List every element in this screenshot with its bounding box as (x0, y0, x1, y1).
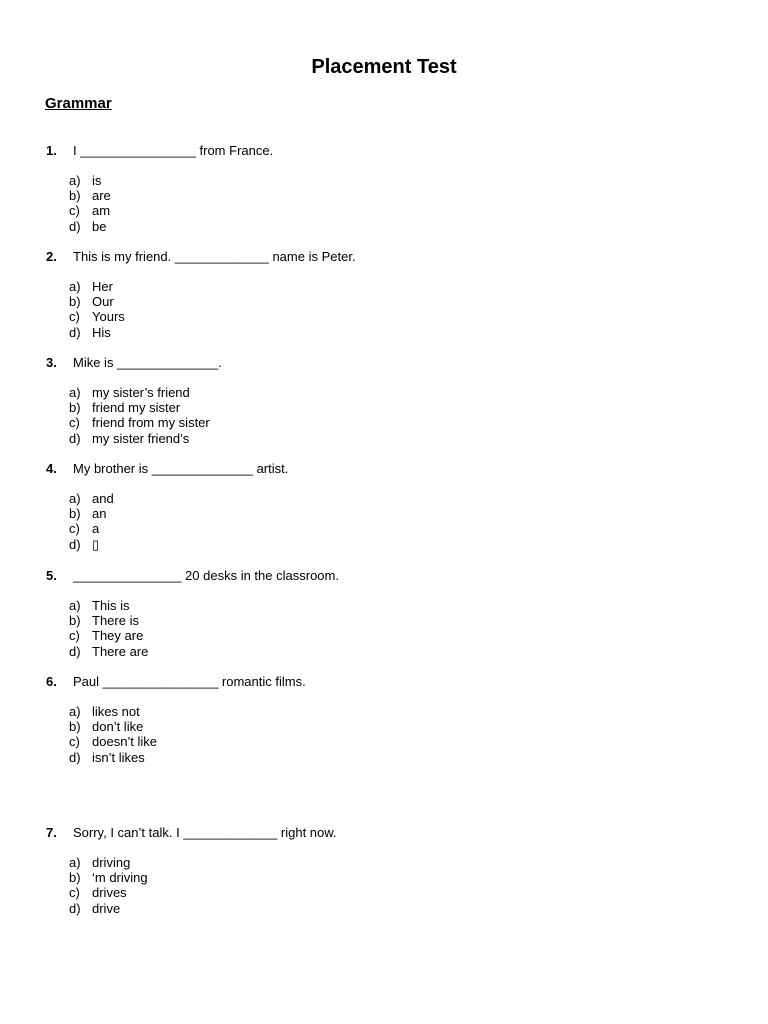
option-text: friend my sister (92, 400, 181, 416)
question-text: I ________________ from France. (73, 143, 274, 158)
option-text: drive (92, 900, 121, 916)
option-text: likes not (92, 704, 140, 719)
question-text: Paul ________________ romantic films. (73, 674, 306, 689)
option-letter: a) (69, 491, 81, 506)
question-4 (46, 461, 726, 552)
option-text: and (92, 491, 114, 506)
option-text: There are (92, 643, 149, 659)
question-line (46, 355, 726, 371)
option-letter: a) (69, 704, 81, 719)
option-text: Our (92, 294, 114, 310)
question-number: 4. (46, 461, 57, 476)
question-6 (46, 674, 726, 765)
option-letter: b) (69, 294, 81, 310)
question-number: 5. (46, 568, 57, 583)
option-text: His (92, 324, 111, 340)
option-letter: d) (69, 218, 81, 234)
option-text: my sister friend’s (92, 430, 190, 446)
option-letter: d) (69, 749, 81, 765)
question-number: 3. (46, 355, 57, 370)
option-text: friend from my sister (92, 415, 210, 431)
option-letter: c) (69, 415, 80, 431)
question-text: My brother is ______________ artist. (73, 461, 289, 476)
option-letter: c) (69, 628, 80, 644)
question-line (46, 568, 726, 584)
question-line (46, 143, 726, 159)
option-text: ▯ (92, 536, 100, 552)
option-text: doesn’t like (92, 734, 158, 750)
option-letter: c) (69, 203, 80, 219)
option-letter: b) (69, 400, 81, 416)
question-text: This is my friend. _____________ name is Peter. (73, 249, 356, 264)
question-1 (46, 143, 726, 234)
question-5 (46, 568, 726, 659)
question-text: _______________ 20 desks in the classroom. (73, 568, 339, 583)
page-title: Placement Test (311, 56, 457, 78)
question-line (46, 461, 726, 477)
option-text: This is (92, 598, 130, 613)
option-letter: a) (69, 855, 81, 870)
option-letter: d) (69, 536, 81, 552)
option-text: be (92, 218, 107, 234)
question-line (46, 249, 726, 265)
question-number: 1. (46, 143, 57, 158)
option-text: There is (92, 613, 139, 629)
option-letter: b) (69, 870, 81, 886)
option-letter: b) (69, 719, 81, 735)
option-letter: d) (69, 430, 81, 446)
option-letter: b) (69, 613, 81, 629)
option-text: don’t like (92, 719, 144, 735)
question-number: 7. (46, 825, 57, 840)
option-letter: a) (69, 279, 81, 294)
option-text: They are (92, 628, 144, 644)
option-letter: b) (69, 188, 81, 204)
option-text: am (92, 203, 111, 219)
question-text: Mike is ______________. (73, 355, 222, 370)
option-letter: a) (69, 173, 81, 188)
section-heading: Grammar (45, 95, 112, 112)
option-letter: c) (69, 521, 80, 537)
option-text: isn’t likes (92, 749, 145, 765)
option-text: ‘m driving (92, 870, 148, 886)
option-letter: b) (69, 506, 81, 522)
question-number: 2. (46, 249, 57, 264)
option-letter: a) (69, 385, 81, 400)
question-3 (46, 355, 726, 446)
option-letter: d) (69, 900, 81, 916)
option-letter: d) (69, 324, 81, 340)
question-7 (46, 825, 726, 916)
option-letter: c) (69, 309, 80, 325)
question-2 (46, 249, 726, 340)
option-text: is (92, 173, 102, 188)
option-letter: c) (69, 734, 80, 750)
option-text: driving (92, 855, 131, 870)
option-text: Yours (92, 309, 125, 325)
option-text: drives (92, 885, 127, 901)
option-text: are (92, 188, 111, 204)
option-text: my sister’s friend (92, 385, 190, 400)
option-text: a (92, 521, 100, 537)
option-letter: d) (69, 643, 81, 659)
question-number: 6. (46, 674, 57, 689)
option-letter: a) (69, 598, 81, 613)
option-text: Her (92, 279, 113, 294)
question-line (46, 674, 726, 690)
question-line (46, 825, 726, 841)
question-text: Sorry, I can’t talk. I _____________ right now. (73, 825, 337, 840)
option-letter: c) (69, 885, 80, 901)
option-text: an (92, 506, 107, 522)
